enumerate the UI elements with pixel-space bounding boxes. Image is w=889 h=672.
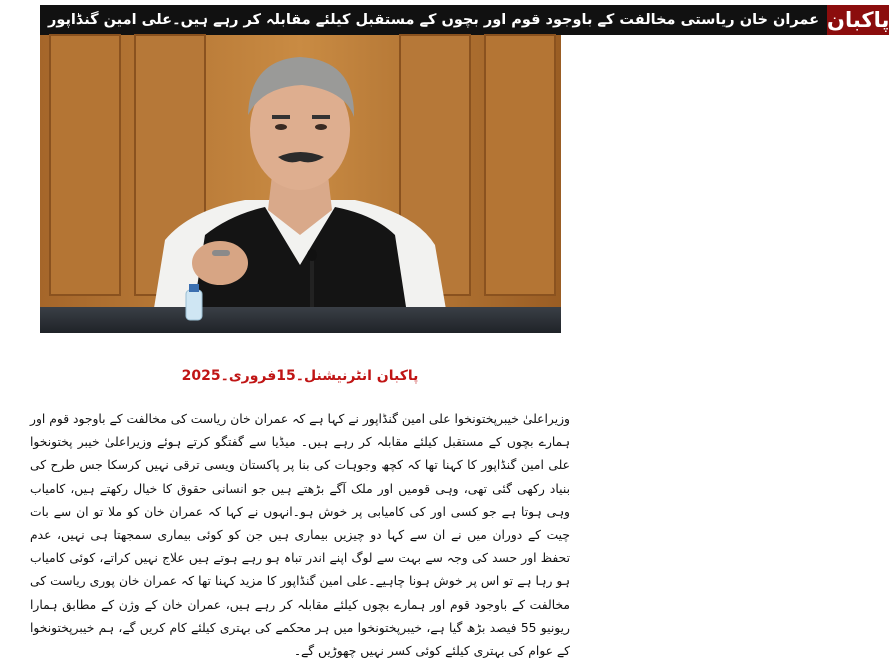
article-body	[30, 408, 570, 663]
news-photo	[40, 35, 561, 333]
headline-banner	[40, 5, 889, 35]
dateline: پاکبان انٹرنیشنل۔15فروری۔2025	[181, 368, 419, 384]
article-paragraph: وزیراعلیٰ خیبرپختونخوا علی امین گنڈاپور نے کہا ہے کہ عمران خان ریاست کی مخالفت کے باوجود قوم اور ہمارے بچوں کے مستقبل کیلئے مقابلہ کر رہے ہیں۔ میڈیا سے گفتگو کرتے ہوئے وزیراعلیٰ خیبر پختونخوا علی امین گنڈاپور کا کہنا تھا کہ کچھ وجوہات کی بنا پر پاکستان ویسی ترقی نہیں کرسکا جس طرح کی بنیاد رکھی گئی تھی، وہی قومیں اور ملک آگے بڑھتے ہیں جو انسانی حقوق کا خیال رکھتے ہیں، کامیاب وہی ہوتا ہے جو کسی اور کی کامیابی پر خوش ہو۔انہوں نے کہا کہ عمران خان کو ملا تو ان سے بات چیت کے دوران میں نے ان سے کہا دو چیزیں بیماری ہیں جن کو کوئی بیماری سمجھتا ہی نہیں، عدم تحفظ اور حسد کی وجہ سے بہت سے لوگ اپنے اندر تباہ ہو رہے ہوتے ہیں علاج نہیں کراتے، کوئی کامیاب ہو رہا ہے تو اس پر خوش ہونا چاہیے۔علی امین گنڈاپور کا مزید کہنا تھا کہ عمران خان پوری ریاست کی مخالفت کے باوجود قوم اور ہمارے بچوں کیلئے مقابلہ کر رہے ہیں، عمران خان کے وژن کے مطابق ہمارا ریونیو 55 فیصد بڑھ گیا ہے، خیبرپختونخوا میں ہر محکمے کی بہتری کیلئے کام کریں گے، ہم خیبرپختونخوا کے عوام کی بہتری کیلئے کوئی کسر نہیں چھوڑیں گے۔	[30, 412, 570, 659]
site-logo: پاکبان	[827, 5, 889, 35]
headline-text: عمران خان ریاستی مخالفت کے باوجود قوم اور بچوں کے مستقبل کیلئے مقابلہ کر رہے ہیں۔علی امین گنڈاپور	[40, 5, 827, 35]
